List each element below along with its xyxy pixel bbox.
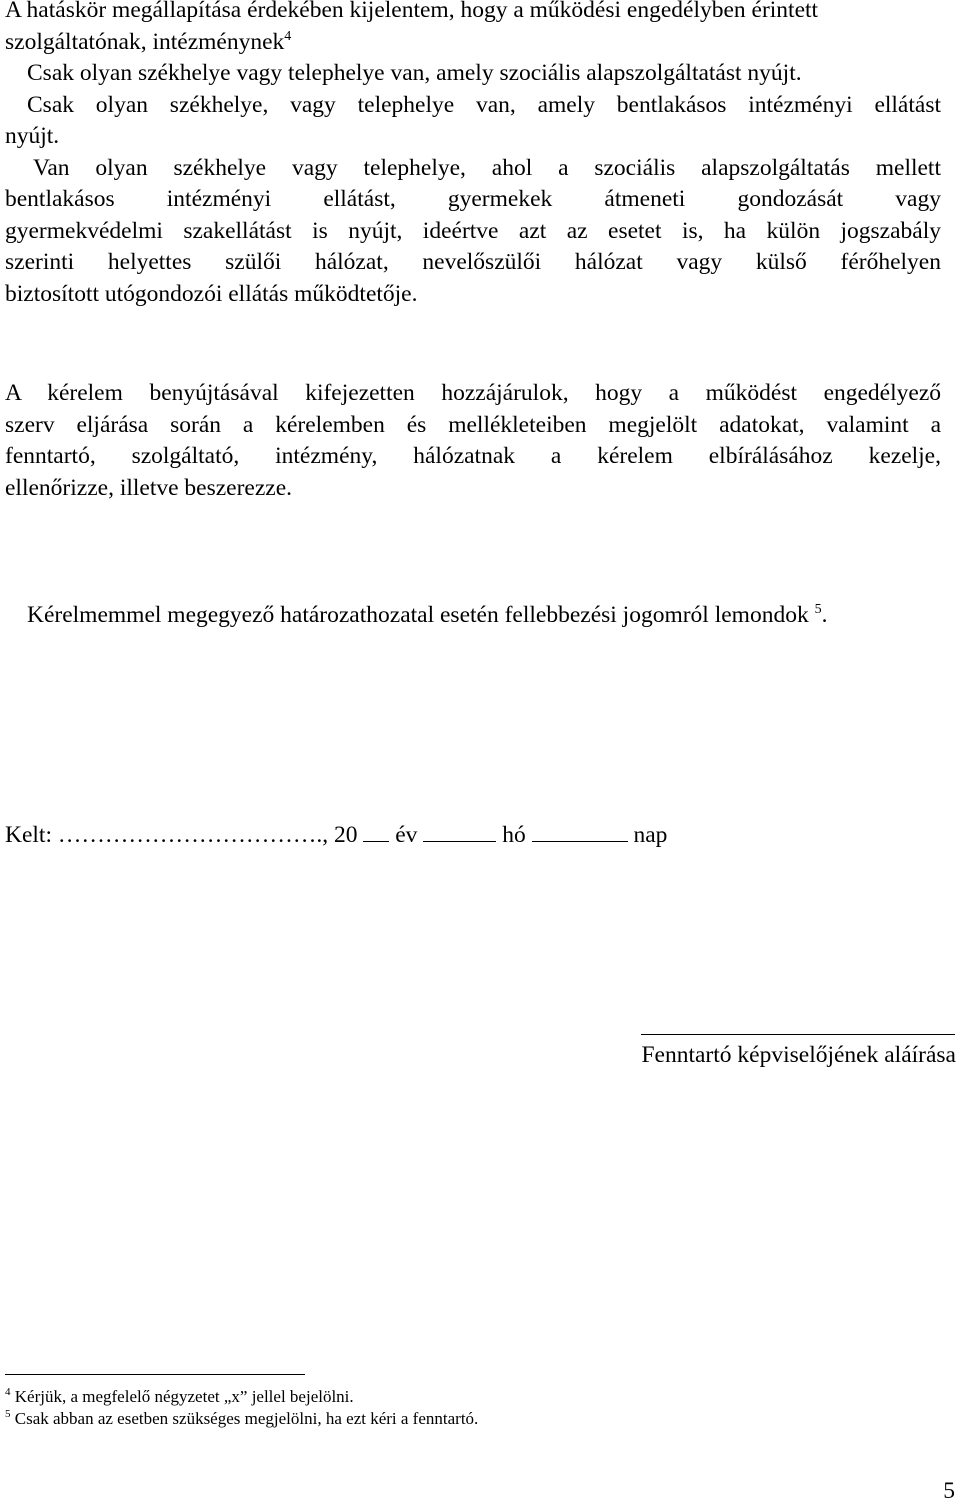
consent-line-2: szerv eljárása során a kérelemben és mellékleteiben megjelölt adatokat, valamint a <box>5 411 941 438</box>
month-blank[interactable] <box>423 821 496 842</box>
appeal-waiver-line <box>27 600 947 632</box>
footnote-separator <box>5 1374 305 1375</box>
date-line <box>5 820 941 852</box>
consent-line-1: A kérelem benyújtásával kifejezetten hozzájárulok, hogy a működést engedélyező <box>5 380 941 406</box>
intro-line-1: A hatáskör megállapítása érdekében kijelentem, hogy a működési engedélyben érintett <box>5 0 819 23</box>
page-number: 5 <box>943 1478 955 1504</box>
appeal-waiver-end: . <box>821 602 828 628</box>
footnote-5 <box>5 1408 478 1430</box>
declaration-section <box>5 0 941 310</box>
option-3-line-4: szerinti helyettes szülői hálózat, nevelőszülői hálózat vagy külső férőhelyen <box>5 249 941 275</box>
date-line-content <box>5 820 941 852</box>
option-3-line-3: gyermekvédelmi szakellátást is nyújt, ideértve azt az esetet is, ha külön jogszabály <box>5 217 941 244</box>
footnote-5-number: 5 <box>5 1408 11 1420</box>
day-label: nap <box>633 822 668 848</box>
footnote-ref-4: 4 <box>284 28 292 44</box>
consent-line-3: fenntartó, szolgáltató, intézmény, hálózatnak a kérelem elbírálásához kezelje, <box>5 443 941 469</box>
footnote-4-number: 4 <box>5 1386 11 1398</box>
option-2-line-2: nyújt. <box>5 123 60 149</box>
intro-line-2 <box>5 27 941 59</box>
consent-line-4: ellenőrizze, illetve beszerezze. <box>5 474 293 501</box>
footnote-ref-5: 5 <box>814 602 822 617</box>
day-blank[interactable] <box>532 821 628 842</box>
appeal-waiver <box>27 600 947 632</box>
date-place-prefix: Kelt: ……………………………., 20 <box>5 822 358 848</box>
year-blank[interactable] <box>363 821 389 842</box>
signature-line[interactable] <box>641 1034 955 1035</box>
option-3-line-1: Van olyan székhelye vagy telephelye, ahol a szociális alapszolgáltatás mellett <box>33 154 941 181</box>
year-label: év <box>395 822 418 848</box>
option-1: Csak olyan székhelye vagy telephelye van, amely szociális alapszolgáltatást nyújt. <box>27 60 802 86</box>
footnote-5-text: Csak abban az esetben szükséges megjelölni, ha ezt kéri a fenntartó. <box>14 1409 479 1428</box>
footnote-4 <box>5 1386 354 1408</box>
consent-paragraph <box>5 378 941 504</box>
option-3-line-2: bentlakásos intézményi ellátást, gyermekek átmeneti gondozását vagy <box>5 186 941 212</box>
month-label: hó <box>502 822 526 848</box>
option-2-line-1: Csak olyan székhelye, vagy telephelye van, amely bentlakásos intézményi ellátást <box>27 91 941 118</box>
option-3-line-5: biztosított utógondozói ellátás működtetője. <box>5 280 418 307</box>
appeal-waiver-text: Kérelmemmel megegyező határozathozatal esetén fellebbezési jogomról lemondok <box>27 602 809 628</box>
intro-line-2-text: szolgáltatónak, intézménynek <box>5 28 285 55</box>
signature-label: Fenntartó képviselőjének aláírása <box>641 1042 956 1068</box>
footnote-4-text: Kérjük, a megfelelő négyzetet „x” jellel bejelölni. <box>14 1387 354 1406</box>
